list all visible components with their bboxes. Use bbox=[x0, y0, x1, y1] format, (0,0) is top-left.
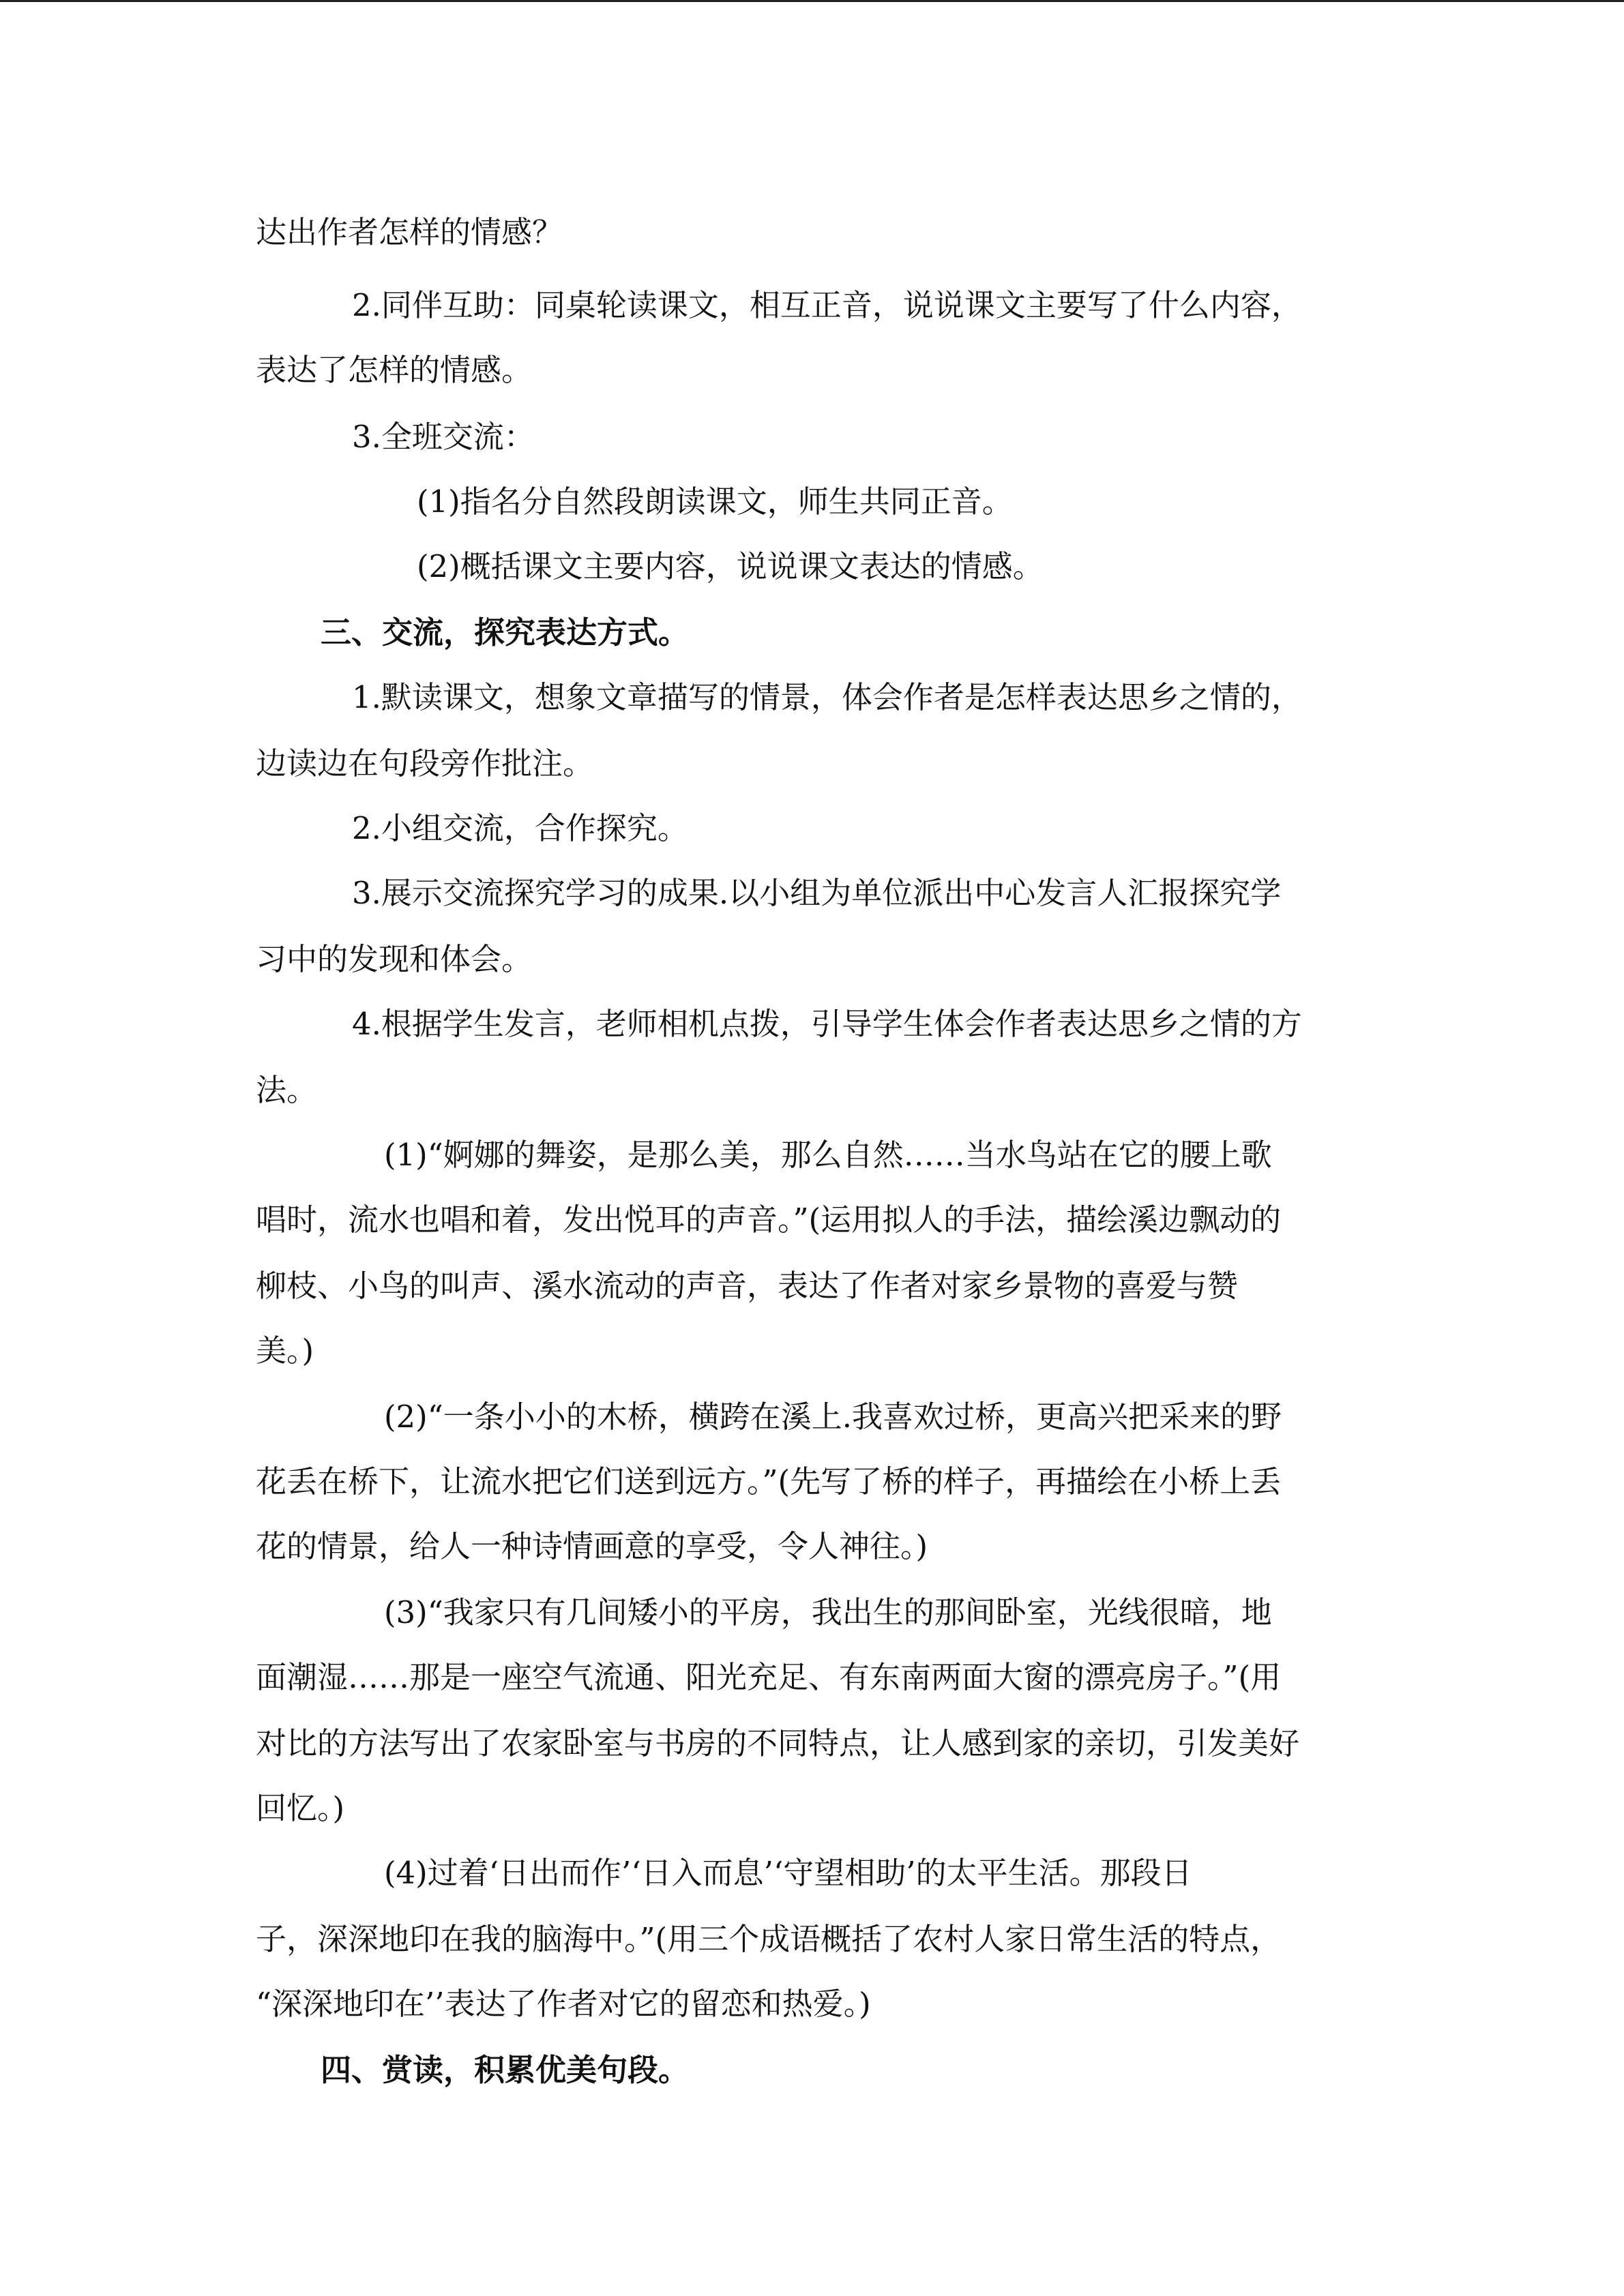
text-line: 回忆。) bbox=[256, 1790, 345, 1826]
text-line: (2)“一条小小的木桥，横跨在溪上.我喜欢过桥，更高兴把采来的野 bbox=[384, 1399, 1282, 1435]
text-line: 1.默读课文，想象文章描写的情景，体会作者是怎样表达思乡之情的， bbox=[352, 679, 1302, 715]
text-line: 2.同伴互助：同桌轮读课文，相互正音，说说课文主要写了什么内容， bbox=[352, 287, 1302, 323]
text-line: 花丢在桥下，让流水把它们送到远方。”(先写了桥的样子，再描绘在小桥上丢 bbox=[256, 1463, 1282, 1500]
text-line: 子，深深地印在我的脑海中。”(用三个成语概括了农村人家日常生活的特点， bbox=[256, 1921, 1282, 1957]
text-line: 习中的发现和体会。 bbox=[256, 941, 533, 977]
text-line: 法。 bbox=[256, 1072, 318, 1108]
text-line: (4)过着‘日出而作’‘日入而息’‘守望相助’的太平生活。那段日 bbox=[384, 1855, 1192, 1891]
text-line: 美。) bbox=[256, 1332, 314, 1369]
text-line: “深深地印在’’表达了作者对它的留恋和热爱。) bbox=[256, 1986, 871, 2022]
text-line: 2.小组交流，合作探究。 bbox=[352, 810, 688, 846]
section-heading: 四、赏读，积累优美句段。 bbox=[321, 2052, 690, 2088]
text-line: (1)指名分自然段朗读课文，师生共同正音。 bbox=[417, 483, 1013, 520]
text-line: 4.根据学生发言，老师相机点拨，引导学生体会作者表达思乡之情的方 bbox=[352, 1006, 1302, 1042]
text-line: (3)“我家只有几间矮小的平房，我出生的那间卧室，光线很暗，地 bbox=[384, 1594, 1272, 1630]
text-line: 3.全班交流： bbox=[352, 419, 535, 455]
text-line: 边读边在句段旁作批注。 bbox=[256, 745, 594, 781]
text-line: (2)概括课文主要内容，说说课文表达的情感。 bbox=[417, 548, 1044, 584]
text-line: 花的情景，给人一种诗情画意的享受，令人神往。) bbox=[256, 1528, 928, 1564]
text-line: 对比的方法写出了农家卧室与书房的不同特点，让人感到家的亲切，引发美好 bbox=[256, 1725, 1300, 1761]
text-line: (1)“婀娜的舞姿，是那么美，那么自然……当水鸟站在它的腰上歌 bbox=[384, 1137, 1272, 1173]
section-heading: 三、交流，探究表达方式。 bbox=[321, 614, 690, 651]
text-line: 唱时，流水也唱和着，发出悦耳的声音。”(运用拟人的手法，描绘溪边飘动的 bbox=[256, 1202, 1282, 1238]
text-line: 达出作者怎样的情感？ bbox=[256, 214, 563, 250]
text-line: 表达了怎样的情感。 bbox=[256, 352, 533, 388]
text-line: 面潮湿……那是一座空气流通、阳光充足、有东南两面大窗的漂亮房子。”(用 bbox=[256, 1659, 1282, 1695]
text-line: 柳枝、小鸟的叫声、溪水流动的声音，表达了作者对家乡景物的喜爱与赞 bbox=[256, 1268, 1239, 1304]
text-line: 3.展示交流探究学习的成果.以小组为单位派出中心发言人汇报探究学 bbox=[352, 875, 1282, 911]
